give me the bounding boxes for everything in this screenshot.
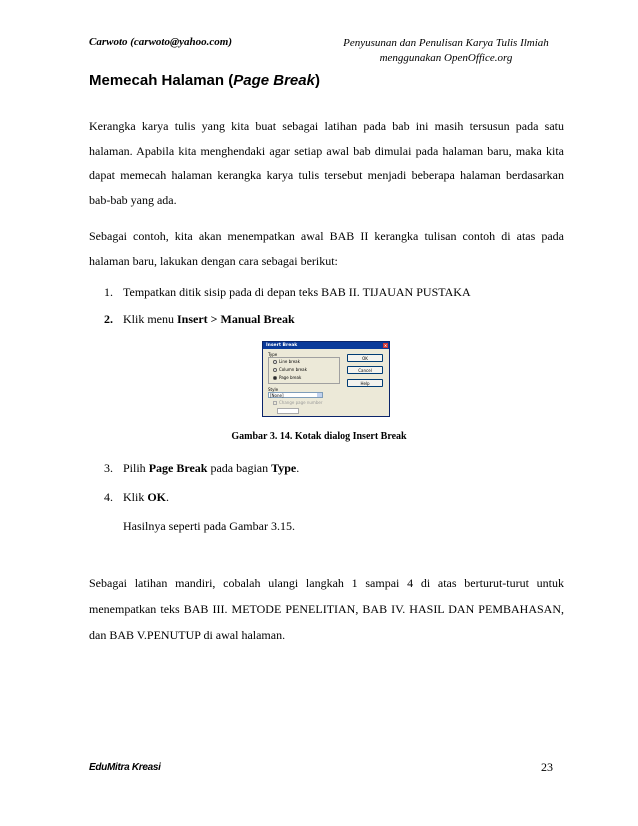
radio-column-break: Column break (273, 367, 307, 372)
style-label: Style (268, 387, 279, 392)
heading-main: Memecah Halaman ( (89, 72, 234, 89)
step-number: 3. (104, 461, 113, 475)
header-title-line1: Penyusunan dan Penulisan Karya Tulis Ilmiah (343, 37, 549, 49)
help-button: Help (347, 379, 383, 387)
cancel-button: Cancel (347, 366, 383, 374)
footer-logo: EduMitra Kreasi (89, 762, 161, 773)
paragraph-exercise: Sebagai latihan mandiri, cobalah ulangi langkah 1 sampai 4 di atas berturut-turut untuk menempatkan teks BAB III. METODE PENELITIAN, BAB IV. HASIL DAN PEMBAHASAN, dan BAB V.PENUTUP di awal halaman. (89, 576, 564, 642)
ok-button: OK (347, 354, 383, 362)
insert-break-dialog-figure (262, 341, 390, 417)
paragraph-example: Sebagai contoh, kita akan menempatkan awal BAB II kerangka tulisan contoh di atas pada halaman baru, lakukan dengan cara sebagai berikut: (89, 229, 564, 268)
radio-selected-icon (273, 376, 277, 380)
style-select: [None] (268, 392, 323, 398)
header-title-line2: menggunakan OpenOffice.org (379, 52, 513, 64)
step-number: 1. (104, 285, 113, 299)
heading-italic: Page Break (233, 72, 315, 89)
step-2 (104, 312, 295, 327)
paragraph-intro: Kerangka karya tulis yang kita buat sebagai latihan pada bab ini masih tersusun pada satu halaman. Apabila kita menghendaki agar setiap awal bab dimulai pada halaman baru, maka kita dapat memecah halaman kerangka karya tulis tersebut menjadi beberapa halaman berdasarkan bab-bab yang ada. (89, 119, 564, 207)
radio-icon (273, 368, 277, 372)
checkbox-icon (273, 401, 277, 405)
radio-page-break: Page break (273, 375, 301, 380)
step-number: 4. (104, 490, 113, 504)
step-result: Hasilnya seperti pada Gambar 3.15. (123, 519, 295, 533)
radio-line-break: Line break (273, 359, 300, 364)
page-number: 23 (541, 760, 553, 774)
close-icon: × (383, 343, 388, 348)
change-page-number-checkbox: Change page number (273, 400, 322, 405)
section-heading (89, 72, 320, 89)
type-group-label: Type (268, 352, 278, 357)
step-bold: Insert > Manual Break (177, 312, 295, 326)
dialog-titlebar (263, 342, 389, 349)
header-author: Carwoto (carwoto@yahoo.com) (89, 36, 232, 48)
step-number: 2. (104, 312, 113, 326)
step-4: 4. Klik OK. (104, 490, 170, 504)
chevron-down-icon (317, 393, 322, 397)
step-text: Tempatkan ditik sisip pada di depan teks BAB II. TIJAUAN PUSTAKA (123, 285, 471, 299)
step-3: 3. Pilih Page Break pada bagian Type. (104, 461, 300, 475)
figure-caption: Gambar 3. 14. Kotak dialog Insert Break (231, 431, 407, 442)
step-1 (104, 285, 471, 300)
heading-close: ) (314, 72, 320, 89)
step-text: Klik menu (123, 312, 177, 326)
header-title (330, 36, 562, 66)
page-number-field (277, 408, 299, 414)
dialog-title: Insert Break (266, 343, 298, 348)
radio-icon (273, 360, 277, 364)
